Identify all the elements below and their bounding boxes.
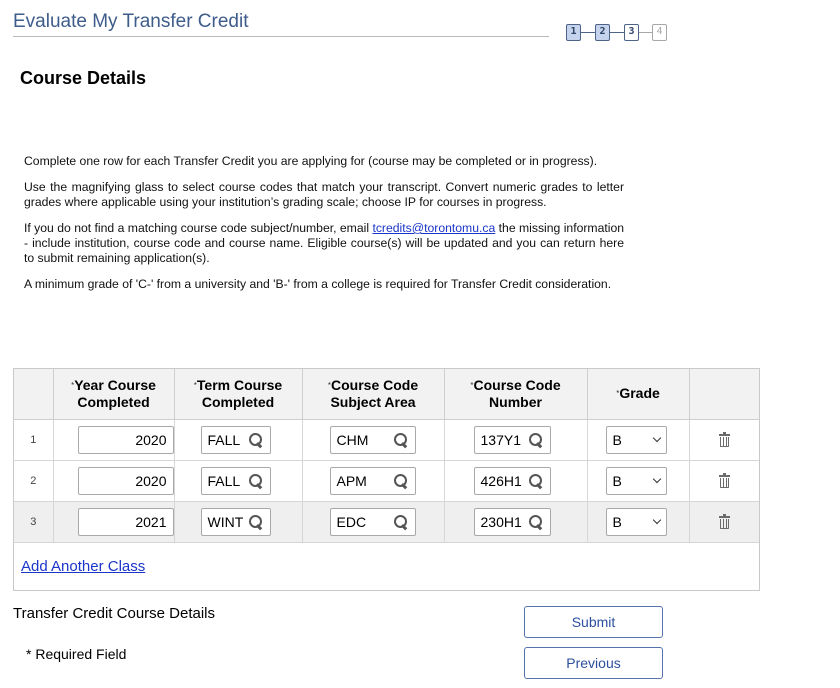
search-icon[interactable] [393, 514, 409, 530]
step-connector [610, 32, 624, 33]
search-icon[interactable] [528, 432, 544, 448]
add-another-class-link[interactable]: Add Another Class [21, 557, 146, 575]
course-number-input[interactable]: 426H1 [474, 467, 551, 495]
chevron-down-icon [652, 515, 660, 523]
title-divider [13, 36, 549, 37]
table-row [14, 501, 759, 542]
year-input[interactable]: 2020 [78, 467, 174, 495]
instruction-paragraph: Use the magnifying glass to select course codes that match your transcript. Convert numeric grades to letter grades where applicable using your institution’s grading scale; choose IP for courses in progress. [24, 180, 624, 209]
header-subject: *Course Code Subject Area [302, 369, 444, 419]
step-3: 3 [624, 24, 639, 41]
step-4: 4 [652, 24, 667, 41]
trash-icon[interactable] [719, 515, 730, 529]
year-input[interactable]: 2020 [78, 426, 174, 454]
search-icon[interactable] [393, 432, 409, 448]
required-marker: * [71, 380, 75, 390]
header-term: *Term Course Completed [174, 369, 302, 419]
instructions [24, 154, 624, 303]
term-input[interactable]: FALL [201, 467, 271, 495]
header-number: *Course Code Number [444, 369, 587, 419]
header-year: *Year Course Completed [53, 369, 174, 419]
required-marker: * [470, 380, 474, 390]
instruction-text: the missing information - include institution, course code and course name. Eligible course(s) will be updated and you can return here to submit remaining application(s). [24, 221, 625, 265]
year-input[interactable]: 2021 [78, 508, 174, 536]
footer-title: Transfer Credit Course Details [13, 605, 216, 622]
section-title: Course Details [20, 68, 147, 88]
chevron-down-icon [652, 433, 660, 441]
step-1: 1 [566, 24, 581, 41]
required-marker: * [327, 380, 331, 390]
search-icon[interactable] [248, 473, 264, 489]
search-icon[interactable] [528, 473, 544, 489]
term-input[interactable]: WINT [201, 508, 271, 536]
required-marker: * [193, 380, 197, 390]
course-table [14, 369, 759, 543]
term-input[interactable]: FALL [201, 426, 271, 454]
instruction-paragraph [24, 221, 624, 266]
subject-input[interactable]: APM [330, 467, 416, 495]
header-row-number [14, 369, 53, 419]
step-2: 2 [595, 24, 610, 41]
step-indicator [566, 24, 686, 41]
instruction-paragraph: Complete one row for each Transfer Credit you are applying for (course may be completed or in progress). [24, 154, 598, 168]
header-delete [689, 369, 759, 419]
course-number-input[interactable]: 230H1 [474, 508, 551, 536]
header-grade: *Grade [587, 369, 689, 419]
row-number: 3 [14, 501, 53, 542]
subject-input[interactable]: CHM [330, 426, 416, 454]
page-title: Evaluate My Transfer Credit [13, 11, 249, 32]
row-number: 2 [14, 460, 53, 501]
search-icon[interactable] [393, 473, 409, 489]
subject-input[interactable]: EDC [330, 508, 416, 536]
submit-button[interactable]: Submit [524, 606, 663, 638]
add-row-bar [14, 543, 759, 590]
table-row [14, 460, 759, 501]
step-connector [639, 32, 652, 33]
trash-icon[interactable] [719, 474, 730, 488]
grade-select[interactable]: B [606, 426, 667, 454]
search-icon[interactable] [528, 514, 544, 530]
chevron-down-icon [652, 474, 660, 482]
course-number-input[interactable]: 137Y1 [474, 426, 551, 454]
required-field-note: * Required Field [26, 646, 127, 662]
grade-select[interactable]: B [606, 467, 667, 495]
instruction-paragraph: A minimum grade of 'C-' from a university and 'B-' from a college is required for Transfer Credit consideration. [24, 277, 612, 291]
search-icon[interactable] [248, 514, 264, 530]
previous-button[interactable]: Previous [524, 647, 663, 679]
email-link[interactable]: tcredits@torontomu.ca [372, 221, 496, 235]
course-grid [13, 368, 760, 591]
table-row [14, 419, 759, 460]
trash-icon[interactable] [719, 433, 730, 447]
step-connector [581, 32, 595, 33]
search-icon[interactable] [248, 432, 264, 448]
header-row [14, 369, 759, 419]
instruction-text: If you do not find a matching course code subject/number, email [24, 221, 373, 235]
required-marker: * [616, 389, 620, 399]
grade-select[interactable]: B [606, 508, 667, 536]
row-number: 1 [14, 419, 53, 460]
